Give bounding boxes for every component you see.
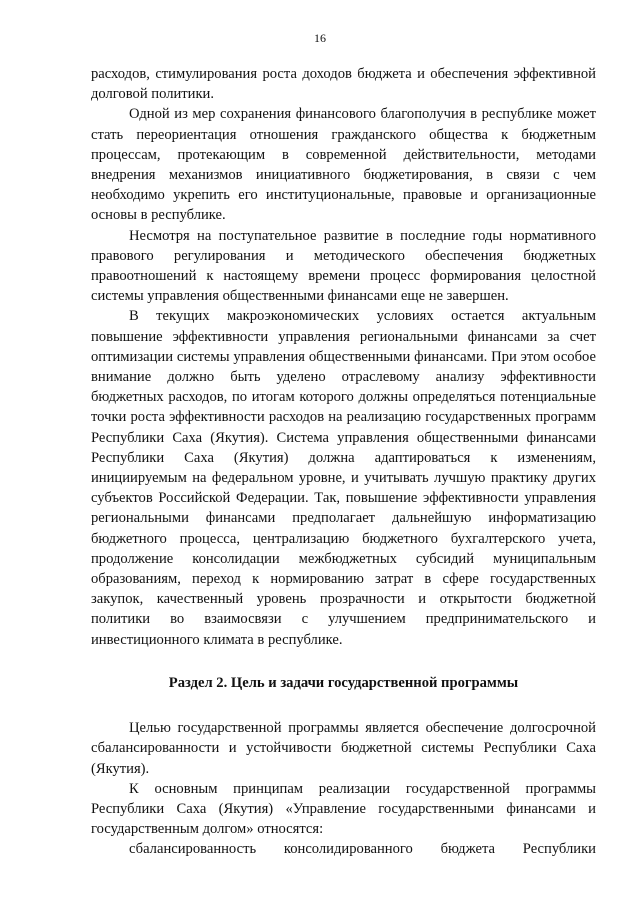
paragraph-principles: К основным принципам реализации государственной программы Республики Саха (Якутия) «Управление государственными финансами и государственным долгом» относятся: bbox=[91, 780, 596, 838]
paragraph-financial-wellbeing: Одной из мер сохранения финансового благополучия в республике может стать переориентация отношения гражданского общества к бюджетным процессам, протекающим в современной действительности, методами внедрения механизмов инициативного бюджетирования, в связи с чем необходимо укрепить его институциональные, правовые и организационные основы в республике. bbox=[91, 106, 596, 224]
paragraph-regulatory-development: Несмотря на поступательное развитие в последние годы нормативного правового регулирования и методического обеспечения бюджетных правоотношений к настоящему времени процесс формирования целостной системы управления общественными финансами еще не завершен. bbox=[91, 227, 596, 305]
paragraph-macroeconomic-conditions: В текущих макроэкономических условиях остается актуальным повышение эффективности управления региональными финансами за счет оптимизации системы управления общественными финансами. При этом особое внимание должно быть уделено отраслевому анализу эффективности бюджетных расходов, по итогам которого должны определяться потенциальные точки роста эффективности расходов на реализацию государственных программ Республики Саха (Якутия). Система управления общественными финансами Республики Саха (Якутия) должна адаптироваться к изменениям, инициируемым на федеральном уровне, и учитывать лучшую практику других субъектов Российской Федерации. Так, повышение эффективности управления региональными финансами предполагает дальнейшую информатизацию бюджетного процесса, централизацию бюджетного бухгалтерского учета, продолжение консолидации межбюджетных субсидий муниципальным образованиям, переход к нормированию затрат в сфере государственных закупок, качественный уровень прозрачности и открытости бюджетной политики во взаимосвязи с улучшением предпринимательского и инвестиционного климата в республике. bbox=[91, 308, 596, 648]
paragraph-program-goal: Целью государственной программы является обеспечение долгосрочной сбалансированности и устойчивости бюджетной системы Республики Саха (Якутия). bbox=[91, 720, 596, 777]
document-body bbox=[91, 64, 596, 860]
paragraph-balance: сбалансированность консолидированного бюджета Республики bbox=[129, 841, 596, 858]
paragraph-continuation: расходов, стимулирования роста доходов бюджета и обеспечения эффективной долговой политики. bbox=[91, 66, 596, 103]
section-heading: Раздел 2. Цель и задачи государственной программы bbox=[168, 674, 519, 691]
page-number: 16 bbox=[314, 31, 326, 45]
